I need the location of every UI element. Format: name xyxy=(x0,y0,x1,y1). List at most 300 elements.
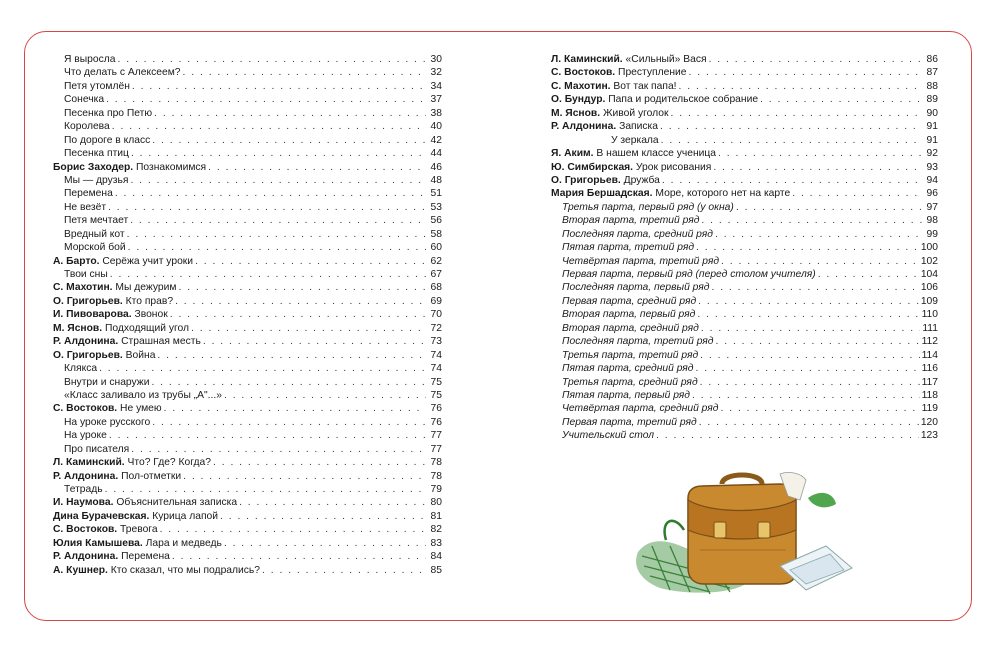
toc-page-number: 100 xyxy=(920,242,938,254)
toc-page-number: 83 xyxy=(430,537,442,549)
toc-entry xyxy=(551,214,938,227)
toc-entry-work: Вторая парта, третий ряд xyxy=(562,215,700,227)
toc-entry xyxy=(53,107,442,120)
toc-entry-title xyxy=(551,362,694,375)
toc-entry-title xyxy=(551,174,660,187)
toc-entry-title xyxy=(53,93,104,106)
toc-page-number: 67 xyxy=(430,269,442,280)
toc-page-number: 106 xyxy=(920,282,938,294)
toc-entry-work: Песенка про Петю xyxy=(64,107,153,119)
toc-entry-work: Третья парта, первый ряд (у окна) xyxy=(562,201,734,213)
toc-entry xyxy=(551,402,938,415)
toc-entry-title xyxy=(53,416,150,429)
toc-leader-dots xyxy=(154,107,426,120)
toc-entry-author: Ю. Симбирская. xyxy=(551,161,634,173)
toc-leader-dots xyxy=(660,120,922,133)
toc-entry-work: Лара и медведь xyxy=(145,537,222,549)
toc-entry-work: Пятая парта, первый ряд xyxy=(562,389,691,401)
toc-leader-dots xyxy=(239,496,426,509)
toc-entry-work: Тревога xyxy=(120,524,158,536)
toc-entry xyxy=(53,349,442,362)
toc-entry-title xyxy=(53,308,168,321)
toc-page-number: 84 xyxy=(430,551,442,563)
toc-entry-author: С. Востоков. xyxy=(53,524,118,536)
toc-page-number: 40 xyxy=(430,121,442,133)
toc-entry xyxy=(53,93,442,106)
toc-page-number: 87 xyxy=(926,67,938,79)
toc-leader-dots xyxy=(262,564,426,577)
toc-entry-title xyxy=(551,53,707,66)
toc-page-number: 78 xyxy=(430,470,442,482)
toc-entry-title xyxy=(53,281,176,294)
toc-leader-dots xyxy=(109,429,426,442)
toc-page-number: 72 xyxy=(430,322,442,334)
toc-entry xyxy=(551,187,938,200)
toc-entry xyxy=(53,308,442,321)
toc-entry-title xyxy=(551,281,709,294)
toc-leader-dots xyxy=(131,147,426,160)
toc-leader-dots xyxy=(115,187,426,200)
toc-entry-work: Последняя парта, третий ряд xyxy=(562,336,714,348)
toc-entry-author: Р. Алдонина. xyxy=(53,551,119,563)
toc-entry xyxy=(551,322,938,335)
toc-entry-work: Мы дежурим xyxy=(115,282,177,294)
toc-entry-author: Мария Бершадская. xyxy=(551,188,653,200)
toc-entry-work: Песенка птиц xyxy=(64,148,129,160)
toc-entry-work: По дороге в класс xyxy=(64,134,151,146)
toc-left-column xyxy=(53,53,442,577)
toc-entry-title xyxy=(551,93,758,106)
toc-page-number: 75 xyxy=(430,376,442,388)
toc-leader-dots xyxy=(127,228,426,241)
toc-leader-dots xyxy=(208,161,426,174)
school-satchel-icon xyxy=(630,470,860,600)
toc-leader-dots xyxy=(711,281,918,294)
toc-page-number: 73 xyxy=(430,336,442,348)
toc-leader-dots xyxy=(679,80,922,93)
toc-page-number: 79 xyxy=(430,484,442,495)
toc-entry xyxy=(53,187,442,200)
toc-leader-dots xyxy=(698,295,919,308)
toc-entry-title xyxy=(53,107,152,120)
toc-entry-title xyxy=(53,429,107,442)
toc-leader-dots xyxy=(105,483,426,496)
toc-leader-dots xyxy=(818,268,919,281)
toc-entry xyxy=(551,174,938,187)
toc-leader-dots xyxy=(183,470,426,483)
toc-leader-dots xyxy=(191,322,426,335)
toc-page-number: 86 xyxy=(926,54,938,65)
toc-page-number: 75 xyxy=(430,389,442,401)
toc-entry-title xyxy=(53,241,126,254)
toc-leader-dots xyxy=(696,362,920,375)
toc-entry-author: М. Яснов. xyxy=(551,107,601,119)
toc-entry-work: Подходящий угол xyxy=(105,322,190,334)
toc-entry-author: Р. Алдонина. xyxy=(551,121,617,133)
toc-entry-work: Учительский стол xyxy=(562,430,655,442)
toc-leader-dots xyxy=(721,402,920,415)
toc-entry-title xyxy=(551,241,694,254)
toc-entry-work: Курица лапой xyxy=(152,510,219,522)
toc-entry xyxy=(53,255,442,268)
toc-leader-dots xyxy=(157,349,426,362)
toc-entry xyxy=(551,389,938,402)
toc-entry xyxy=(53,550,442,563)
toc-entry-title xyxy=(53,523,158,536)
toc-entry xyxy=(551,201,938,214)
toc-entry xyxy=(551,295,938,308)
toc-entry xyxy=(53,80,442,93)
toc-leader-dots xyxy=(110,268,426,281)
toc-entry-work: Не умею xyxy=(120,403,162,415)
toc-page-number: 85 xyxy=(430,564,442,576)
toc-entry-author: Л. Каминский. xyxy=(551,54,623,65)
toc-entry xyxy=(551,120,938,133)
toc-entry-title xyxy=(53,53,116,66)
toc-entry-title xyxy=(551,187,790,200)
toc-page-number: 81 xyxy=(430,510,442,522)
toc-page-number: 48 xyxy=(430,174,442,186)
toc-entry xyxy=(551,308,938,321)
toc-entry-title xyxy=(551,389,690,402)
toc-page-number: 119 xyxy=(921,403,938,415)
toc-entry-work: Урок рисования xyxy=(635,161,712,173)
toc-entry xyxy=(551,80,938,93)
toc-entry xyxy=(53,201,442,214)
toc-entry xyxy=(53,147,442,160)
toc-leader-dots xyxy=(696,241,919,254)
toc-entry-author: Л. Каминский. xyxy=(53,457,125,469)
toc-entry-title xyxy=(551,214,699,227)
toc-entry xyxy=(551,147,938,160)
toc-entry-work: Что делать с Алексеем? xyxy=(64,67,181,79)
toc-entry-title xyxy=(551,161,711,174)
toc-leader-dots xyxy=(760,93,922,106)
toc-entry-work: Тетрадь xyxy=(64,484,103,495)
toc-entry-title xyxy=(53,496,237,509)
toc-leader-dots xyxy=(130,214,426,227)
toc-page-number: 112 xyxy=(921,336,938,348)
toc-page-number: 34 xyxy=(430,80,442,92)
toc-entry xyxy=(53,281,442,294)
toc-entry-work: Вот так папа! xyxy=(613,80,677,92)
toc-entry-title xyxy=(551,349,698,362)
toc-page-number: 111 xyxy=(922,322,938,334)
toc-entry xyxy=(53,443,442,456)
toc-leader-dots xyxy=(662,174,922,187)
toc-entry xyxy=(551,228,938,241)
toc-entry-work: Мы — друзья xyxy=(64,174,129,186)
toc-entry xyxy=(551,134,938,147)
toc-page-number: 53 xyxy=(430,201,442,213)
toc-leader-dots xyxy=(132,80,426,93)
toc-page-number: 88 xyxy=(926,80,938,92)
toc-entry-title xyxy=(53,228,125,241)
toc-entry-work: Внутри и снаружи xyxy=(64,376,150,388)
toc-page-number: 118 xyxy=(921,389,938,401)
toc-entry xyxy=(551,53,938,66)
toc-entry-title xyxy=(551,322,699,335)
toc-leader-dots xyxy=(195,255,426,268)
toc-entry-work: Объяснительная записка xyxy=(116,497,238,509)
toc-entry-work: Преступление xyxy=(618,67,687,79)
toc-page-number: 94 xyxy=(926,174,938,186)
toc-leader-dots xyxy=(130,174,426,187)
toc-entry xyxy=(551,335,938,348)
toc-entry xyxy=(551,241,938,254)
toc-entry-title xyxy=(53,470,181,483)
toc-page-number: 32 xyxy=(430,67,442,79)
toc-entry-title xyxy=(53,255,193,268)
toc-leader-dots xyxy=(718,147,922,160)
toc-entry-work: Третья парта, средний ряд xyxy=(562,376,698,388)
toc-entry xyxy=(53,174,442,187)
toc-entry-author: А. Барто. xyxy=(53,255,100,267)
toc-leader-dots xyxy=(178,281,426,294)
toc-leader-dots xyxy=(700,376,920,389)
toc-leader-dots xyxy=(713,161,922,174)
toc-entry-work: Четвёртая парта, третий ряд xyxy=(562,255,720,267)
toc-entry-title xyxy=(53,120,110,133)
toc-entry-work: Дружба xyxy=(623,174,660,186)
toc-entry xyxy=(551,66,938,79)
toc-entry-author: И. Пивоварова. xyxy=(53,309,132,321)
toc-leader-dots xyxy=(172,550,426,563)
toc-entry-work: «Сильный» Вася xyxy=(625,54,707,65)
toc-page-number: 77 xyxy=(430,430,442,442)
toc-entry-work: Вредный кот xyxy=(64,228,125,240)
toc-leader-dots xyxy=(700,349,919,362)
toc-entry-work: Я выросла xyxy=(64,54,116,65)
toc-entry-author: Борис Заходер. xyxy=(53,161,134,173)
toc-entry-author: С. Махотин. xyxy=(551,80,611,92)
toc-entry-work: Не везёт xyxy=(64,201,107,213)
toc-entry-work: Первая парта, третий ряд xyxy=(562,416,697,428)
toc-entry-title xyxy=(551,295,696,308)
toc-entry xyxy=(53,496,442,509)
toc-leader-dots xyxy=(701,214,922,227)
toc-page-number: 30 xyxy=(430,54,442,65)
toc-leader-dots xyxy=(203,335,426,348)
toc-entry-work: Первая парта, первый ряд (перед столом учителя) xyxy=(562,269,816,280)
toc-entry-author: С. Востоков. xyxy=(551,67,616,79)
toc-entry-title xyxy=(551,376,698,389)
toc-entry-work: Последняя парта, средний ряд xyxy=(562,228,713,240)
toc-entry-title xyxy=(551,107,669,120)
toc-entry-work: Вторая парта, первый ряд xyxy=(562,309,696,321)
toc-entry-work: Море, которого нет на карте xyxy=(655,188,791,200)
toc-page-number: 99 xyxy=(926,228,938,240)
toc-page-number: 98 xyxy=(926,215,938,227)
toc-entry xyxy=(551,416,938,429)
toc-entry-title xyxy=(551,335,714,348)
toc-entry xyxy=(53,241,442,254)
toc-entry-title xyxy=(53,134,150,147)
toc-entry-author: О. Бундур. xyxy=(551,94,606,106)
toc-entry xyxy=(53,295,442,308)
toc-page-number: 123 xyxy=(920,430,938,442)
toc-entry-work: Петя мечтает xyxy=(64,215,129,227)
toc-entry-work: Кто прав? xyxy=(125,295,174,307)
toc-entry-title xyxy=(53,80,130,93)
toc-entry xyxy=(551,255,938,268)
toc-entry-title xyxy=(53,537,222,550)
toc-entry-author: Я. Аким. xyxy=(551,148,594,160)
toc-entry xyxy=(53,120,442,133)
toc-entry-author: О. Григорьев. xyxy=(551,174,621,186)
toc-page-number: 96 xyxy=(926,188,938,200)
toc-entry-title xyxy=(551,201,734,214)
toc-entry-title xyxy=(53,66,181,79)
toc-entry-title xyxy=(53,443,129,456)
toc-leader-dots xyxy=(213,456,426,469)
toc-page-number: 109 xyxy=(920,295,938,307)
toc-entry-work: Пол-отметки xyxy=(121,470,182,482)
toc-page-number: 90 xyxy=(926,107,938,119)
toc-entry-title xyxy=(53,174,128,187)
toc-entry-title xyxy=(53,147,129,160)
toc-leader-dots xyxy=(151,376,426,389)
toc-entry xyxy=(53,161,442,174)
toc-entry-work: Четвёртая парта, средний ряд xyxy=(562,403,719,415)
toc-entry-author: Р. Алдонина. xyxy=(53,470,119,482)
toc-entry-title xyxy=(551,228,713,241)
toc-entry-title xyxy=(551,429,654,442)
toc-entry-work: Перемена xyxy=(121,551,170,563)
toc-leader-dots xyxy=(118,53,426,66)
toc-page-number: 102 xyxy=(920,255,938,267)
toc-right-column xyxy=(551,53,938,443)
toc-page-number: 77 xyxy=(430,443,442,455)
toc-page-number: 116 xyxy=(921,363,938,375)
toc-page-number: 80 xyxy=(430,497,442,509)
toc-leader-dots xyxy=(792,187,922,200)
toc-entry-title xyxy=(53,295,173,308)
toc-page-number: 51 xyxy=(430,188,442,200)
toc-page-number: 91 xyxy=(926,134,938,146)
toc-page-number: 60 xyxy=(430,242,442,254)
toc-leader-dots xyxy=(131,443,426,456)
toc-entry-work: Война xyxy=(125,349,156,361)
toc-entry xyxy=(551,429,938,442)
toc-entry-work: Что? Где? Когда? xyxy=(127,457,211,469)
toc-entry-work: Последняя парта, первый ряд xyxy=(562,282,710,294)
toc-entry-work: Познакомимся xyxy=(136,161,207,173)
toc-page-number: 58 xyxy=(430,228,442,240)
toc-entry-title xyxy=(551,255,719,268)
toc-leader-dots xyxy=(671,107,922,120)
toc-leader-dots xyxy=(106,93,426,106)
toc-page-number: 69 xyxy=(430,295,442,307)
toc-page-number: 74 xyxy=(430,363,442,375)
toc-entry-title xyxy=(53,376,149,389)
toc-leader-dots xyxy=(721,255,919,268)
toc-entry xyxy=(551,107,938,120)
toc-entry xyxy=(551,362,938,375)
toc-entry xyxy=(53,510,442,523)
toc-page-number: 104 xyxy=(920,269,938,280)
toc-entry-title xyxy=(53,362,97,375)
toc-page-number: 82 xyxy=(430,524,442,536)
toc-entry xyxy=(53,335,442,348)
toc-entry-work: Живой уголок xyxy=(603,107,669,119)
toc-leader-dots xyxy=(689,66,922,79)
toc-page-number: 91 xyxy=(926,121,938,133)
toc-entry-work: Страшная месть xyxy=(121,336,201,348)
toc-entry xyxy=(53,429,442,442)
toc-entry-work: Третья парта, третий ряд xyxy=(562,349,699,361)
toc-leader-dots xyxy=(709,53,922,66)
toc-entry-work: Кто сказал, что мы подрались? xyxy=(110,564,261,576)
toc-page-number: 110 xyxy=(921,309,938,321)
toc-entry-title xyxy=(551,134,659,147)
toc-leader-dots xyxy=(692,389,920,402)
toc-leader-dots xyxy=(152,134,426,147)
toc-leader-dots xyxy=(152,416,426,429)
toc-entry-work: Первая парта, средний ряд xyxy=(562,295,697,307)
toc-page-number: 120 xyxy=(920,416,938,428)
toc-leader-dots xyxy=(224,537,426,550)
toc-entry-work: На уроке xyxy=(64,430,107,442)
toc-entry xyxy=(551,93,938,106)
toc-page-number: 68 xyxy=(430,282,442,294)
toc-entry xyxy=(53,402,442,415)
toc-entry-title xyxy=(53,389,222,402)
toc-page-number: 38 xyxy=(430,107,442,119)
toc-page-number: 74 xyxy=(430,349,442,361)
toc-entry xyxy=(53,456,442,469)
toc-entry xyxy=(53,66,442,79)
toc-entry-work: Папа и родительское собрание xyxy=(608,94,759,106)
toc-entry-title xyxy=(551,120,658,133)
toc-page-number: 92 xyxy=(926,148,938,160)
toc-entry-title xyxy=(551,416,697,429)
toc-page-number: 76 xyxy=(430,403,442,415)
toc-entry xyxy=(53,214,442,227)
toc-page-number: 70 xyxy=(430,309,442,321)
toc-entry-author: Р. Алдонина. xyxy=(53,336,119,348)
toc-leader-dots xyxy=(661,134,922,147)
toc-entry-title xyxy=(53,201,106,214)
toc-entry xyxy=(53,53,442,66)
toc-entry-title xyxy=(53,510,218,523)
toc-entry xyxy=(53,268,442,281)
toc-leader-dots xyxy=(99,362,426,375)
toc-entry-title xyxy=(53,349,155,362)
toc-leader-dots xyxy=(224,389,426,402)
toc-entry-work: Твои сны xyxy=(64,269,108,280)
toc-entry-title xyxy=(53,402,162,415)
toc-page-number: 78 xyxy=(430,457,442,469)
toc-entry-title xyxy=(53,483,103,496)
toc-page-number: 93 xyxy=(926,161,938,173)
toc-entry-work: Перемена xyxy=(64,188,113,200)
toc-entry xyxy=(53,483,442,496)
toc-page-number: 42 xyxy=(430,134,442,146)
toc-entry xyxy=(551,349,938,362)
toc-page-number: 37 xyxy=(430,94,442,106)
toc-entry-author: О. Григорьев. xyxy=(53,295,123,307)
toc-entry-title xyxy=(53,161,206,174)
toc-entry-work: Серёжа учит уроки xyxy=(102,255,194,267)
toc-entry-work: Про писателя xyxy=(64,443,130,455)
toc-leader-dots xyxy=(183,66,426,79)
toc-page-number: 89 xyxy=(926,94,938,106)
toc-entry-work: Пятая парта, средний ряд xyxy=(562,363,694,375)
toc-leader-dots xyxy=(716,335,920,348)
toc-page-number: 46 xyxy=(430,161,442,173)
toc-entry-work: Королева xyxy=(64,121,110,133)
